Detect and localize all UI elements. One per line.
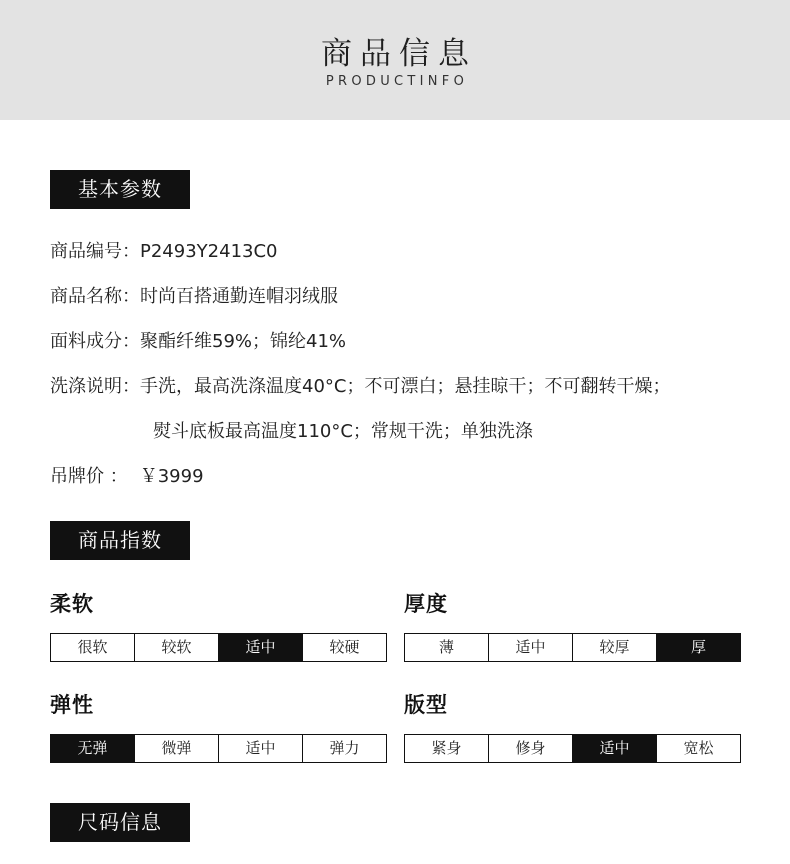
index-title-thickness: 厚度 [404,592,448,616]
param-row-fabric [50,327,346,353]
index-title-elasticity: 弹性 [50,693,94,717]
scale-option-selected: 无弹 [51,735,135,762]
scale-elasticity [50,734,387,763]
scale-option: 较硬 [303,634,386,661]
scale-option: 修身 [489,735,573,762]
scale-option: 微弹 [135,735,219,762]
param-label: 商品编号： [50,241,140,262]
scale-option: 弹力 [303,735,386,762]
index-title-softness: 柔软 [50,592,94,616]
scale-option: 适中 [219,735,303,762]
scale-option-selected: 厚 [657,634,740,661]
section-label-basic: 基本参数 [50,170,190,209]
param-value: 手洗，最高洗涤温度40°C；不可漂白；悬挂晾干；不可翻转干燥； [140,376,671,397]
scale-option: 紧身 [405,735,489,762]
param-label: 商品名称： [50,286,140,307]
param-row-product-id [50,237,278,263]
section-label-size: 尺码信息 [50,803,190,842]
scale-option: 较软 [135,634,219,661]
scale-option: 宽松 [657,735,740,762]
scale-fit [404,734,741,763]
header-banner [0,0,790,120]
scale-option: 薄 [405,634,489,661]
scale-softness [50,633,387,662]
param-value: ￥3999 [139,466,204,487]
param-label: 洗涤说明： [50,376,140,397]
param-label: 吊牌价 ： [50,466,128,487]
param-row-product-name [50,282,338,308]
param-row-wash [50,372,670,398]
scale-option: 较厚 [573,634,657,661]
scale-option: 适中 [489,634,573,661]
param-value: P2493Y2413C0 [140,241,278,262]
scale-thickness [404,633,741,662]
section-label-index: 商品指数 [50,521,190,560]
scale-option: 很软 [51,634,135,661]
scale-option-selected: 适中 [573,735,657,762]
page-subtitle: PRODUCTINFO [325,74,469,89]
param-row-price [50,462,204,488]
param-row-wash-continued: 熨斗底板最高温度110°C；常规干洗；单独洗涤 [153,421,533,442]
param-value: 聚酯纤维59%；锦纶41% [140,331,347,352]
index-title-fit: 版型 [404,693,448,717]
page-title: 商品信息 [321,36,477,72]
scale-option-selected: 适中 [219,634,303,661]
param-value: 时尚百搭通勤连帽羽绒服 [140,286,338,307]
param-label: 面料成分： [50,331,140,352]
